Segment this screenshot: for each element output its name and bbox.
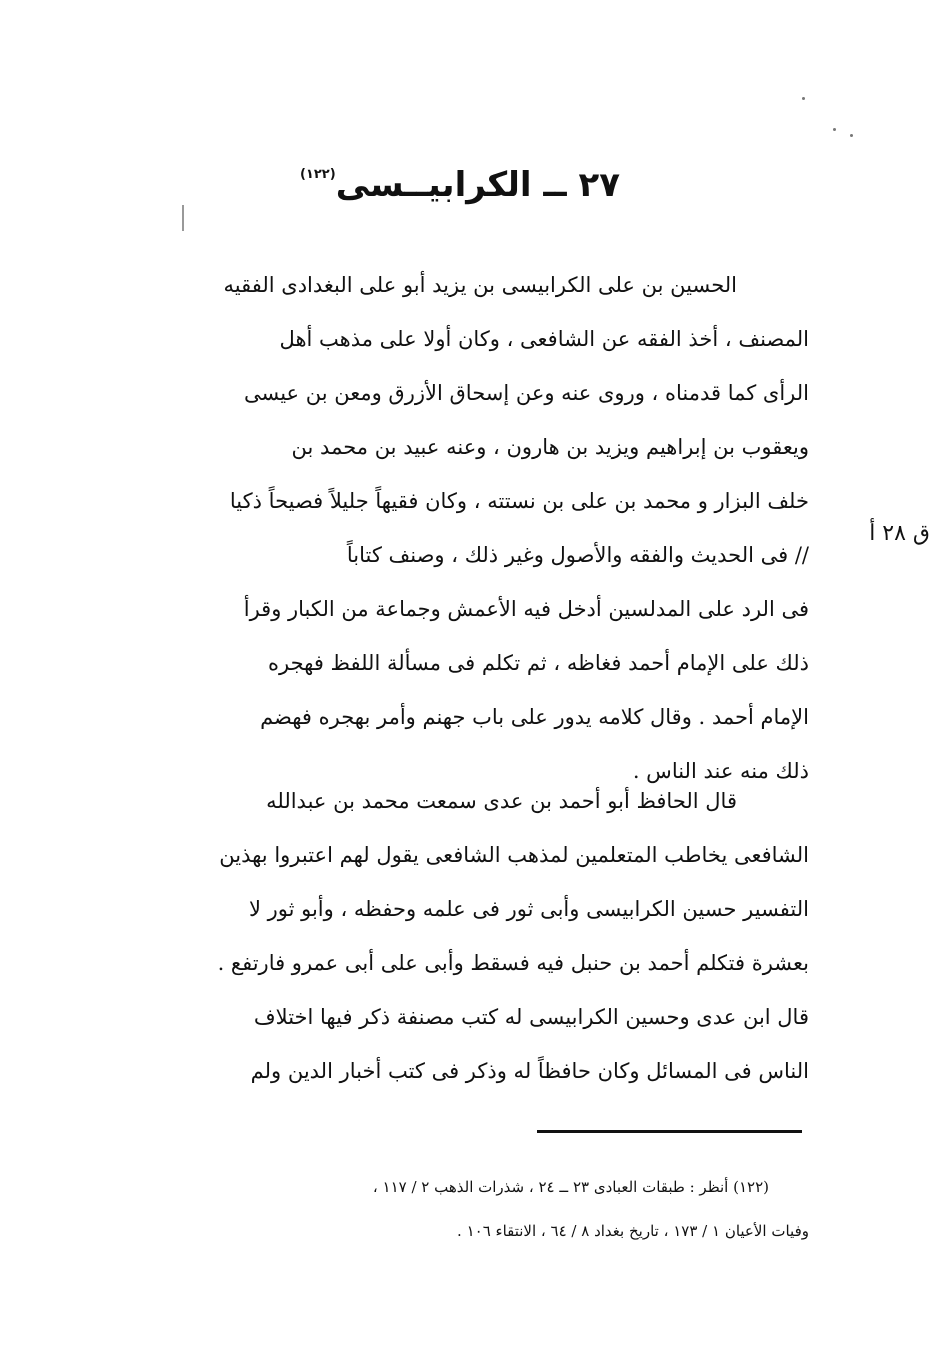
text-line: الشافعى يخاطب المتعلمين لمذهب الشافعى يقول لهم اعتبروا بهذين <box>219 843 809 867</box>
text-line: // فى الحديث والفقه والأصول وغير ذلك ، وصنف كتاباً <box>346 543 809 567</box>
footnotes <box>133 1165 809 1253</box>
scan-mark <box>182 205 184 231</box>
text-line: ذلك منه عند الناس . <box>632 759 809 783</box>
footnote-line: (١٢٢) أنظر : طبقات العبادى ٢٣ ــ ٢٤ ، شذرات الذهب ٢ / ١١٧ ، <box>372 1178 769 1196</box>
paragraph-1 <box>133 258 809 798</box>
text-line: المصنف ، أخذ الفقه عن الشافعى ، وكان أولا على مذهب أهل <box>279 327 809 351</box>
text-line: الرأى كما قدمناه ، وروى عنه وعن إسحاق الأزرق ومعن بن عيسى <box>243 381 809 405</box>
text-line: خلف البزار و محمد بن على بن نستته ، وكان فقيهاً جليلاً فصيحاً ذكيا <box>229 489 809 513</box>
scan-speck <box>833 128 836 131</box>
chapter-heading <box>290 150 630 210</box>
text-line: فى الرد على المدلسين أدخل فيه الأعمش وجماعة من الكبار وقرأ <box>243 597 809 621</box>
text-line: بعشرة فتكلم أحمد بن حنبل فيه فسقط وأبى على أبى عمرو فارتفع . <box>217 951 809 975</box>
scan-speck <box>850 134 853 137</box>
text-line: الحسين بن على الكرابيسى بن يزيد أبو على البغدادى الفقيه <box>223 273 737 297</box>
footnote-separator <box>537 1130 802 1133</box>
text-line: قال ابن عدى وحسين الكرابيسى له كتب مصنفة ذكر فيها اختلاف <box>253 1005 809 1029</box>
footnote-line: وفيات الأعيان ١ / ١٧٣ ، تاريخ بغداد ٨ / ٦٤ ، الانتقاء ١٠٦ . <box>457 1222 809 1240</box>
scan-speck <box>802 97 805 100</box>
text-line: الإمام أحمد . وقال كلامه يدور على باب جهنم وأمر بهجره فهضم <box>260 705 809 729</box>
paragraph-2 <box>133 774 809 1098</box>
text-line: قال الحافظ أبو أحمد بن عدى سمعت محمد بن عبدالله <box>266 789 737 813</box>
heading-title: ٢٧ ــ الكرابيــسى <box>335 165 621 205</box>
text-line: ذلك على الإمام أحمد فغاظه ، ثم تكلم فى مسألة اللفظ فهجره <box>268 651 809 675</box>
text-line: التفسير حسين الكرابيسى وأبى ثور فى علمه وحفظه ، وأبو ثور لا <box>248 897 809 921</box>
manuscript-folio-note: ق ٢٨ أ <box>869 521 930 546</box>
text-line: الناس فى المسائل وكان حافظاً له وذكر فى كتب أخبار الدين ولم <box>250 1059 809 1083</box>
heading-footnote-ref: (١٢٢) <box>299 167 336 182</box>
text-line: ويعقوب بن إبراهيم ويزيد بن هارون ، وعنه عبيد بن محمد بن <box>291 435 809 459</box>
